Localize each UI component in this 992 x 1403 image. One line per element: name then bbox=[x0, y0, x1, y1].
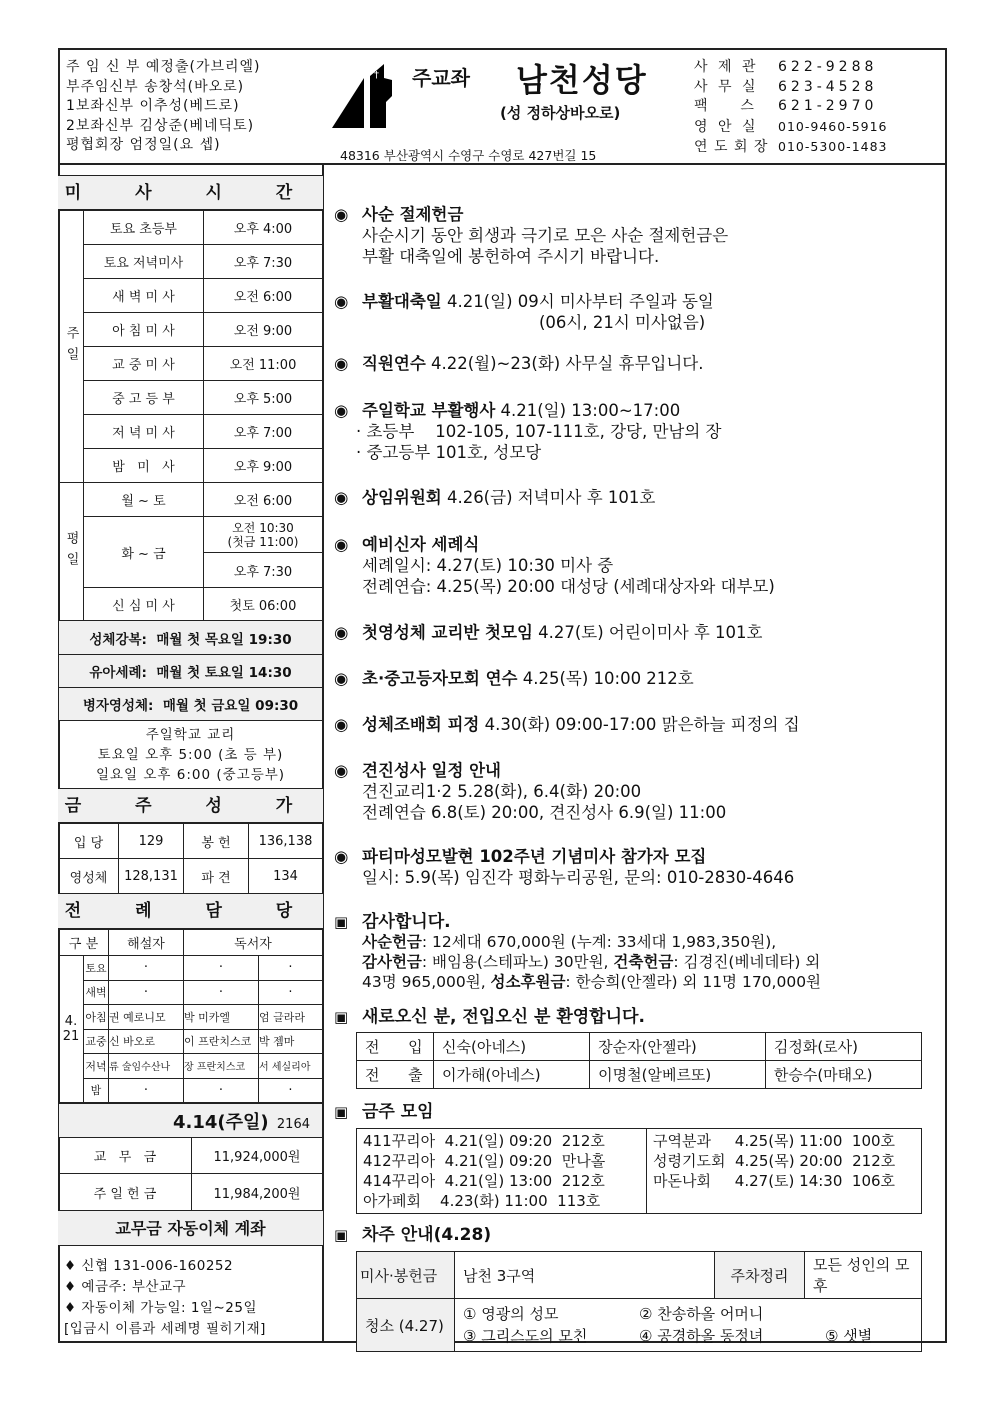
reader: 장 프란치스코 bbox=[184, 1054, 259, 1079]
meeting: 구역분과 4.25(목) 11:00 100호 bbox=[653, 1132, 896, 1150]
person: 김정화(로사) bbox=[765, 1033, 921, 1061]
reader: · bbox=[184, 980, 259, 1005]
notice bbox=[334, 714, 800, 735]
slot: 저녁 bbox=[84, 1054, 109, 1079]
liturgy-table bbox=[58, 929, 323, 1103]
radio-bullet-icon: ◉ bbox=[334, 292, 349, 311]
sunday-school-time: 일요일 오후 6:00 (중고등부) bbox=[95, 766, 286, 783]
liturgy-title: 전 례 담 당 bbox=[58, 894, 323, 929]
next-week-table bbox=[356, 1251, 922, 1352]
contact-list bbox=[694, 58, 888, 158]
contact-phone: 623-4528 bbox=[778, 78, 878, 95]
mass-time: 오후 4:00 bbox=[204, 211, 323, 245]
next-value: 남천 3구역 bbox=[455, 1252, 715, 1299]
clergy-role: 부주임신부 bbox=[66, 78, 139, 95]
notice-title: 사순 절제헌금 bbox=[362, 205, 464, 224]
cleaning-group: ② 찬송하올 어머니 bbox=[639, 1305, 764, 1323]
finance-table bbox=[58, 1103, 323, 1211]
special-mass: 병자영성체: 매월 첫 금요일 09:30 bbox=[59, 688, 323, 721]
square-bullet-icon: ▣ bbox=[334, 913, 349, 931]
weekday-label: 평일 bbox=[59, 483, 84, 621]
notice-text: 4.30(화) 09:00-17:00 맑은하늘 피정의 집 bbox=[479, 715, 800, 734]
contact-phone: 010-5300-1483 bbox=[778, 139, 888, 154]
mass-time: 오전 9:00 bbox=[204, 313, 323, 347]
radio-bullet-icon: ◉ bbox=[334, 354, 349, 373]
transfer-holder: 예금주: 부산교구 bbox=[81, 1279, 187, 1295]
thanks-text: : 김경진(베네데타) 외 bbox=[673, 953, 821, 971]
notice-line: 전례연습 6.8(토) 20:00, 견진성사 6.9(일) 11:00 bbox=[362, 803, 727, 822]
cleaning-group: ④ 공경하올 동정녀 bbox=[639, 1327, 764, 1345]
thanks-label: 사순헌금 bbox=[362, 933, 422, 951]
notice-text: 4.25(목) 10:00 212호 bbox=[517, 669, 694, 688]
section-title: 금주 모임 bbox=[362, 1102, 434, 1122]
section-title: 감사합니다. bbox=[362, 912, 451, 932]
clergy-name: 이추성(베드로) bbox=[139, 98, 240, 114]
reader: 박 미카엘 bbox=[184, 1005, 259, 1030]
notice-line: · 초등부 102-105, 107-111호, 강당, 만남의 장 bbox=[356, 422, 722, 441]
mass-name: 교 중 미 사 bbox=[84, 347, 204, 381]
svg-text:†: † bbox=[374, 70, 379, 81]
clergy-name: 김상준(베네딕토) bbox=[139, 117, 255, 134]
notice-title: 첫영성체 교리반 첫모임 bbox=[362, 623, 533, 642]
section-title: 새로오신 분, 전입오신 분 환영합니다. bbox=[362, 1007, 645, 1027]
reader: 서 세실리아 bbox=[259, 1054, 323, 1079]
notice-text: 4.21(일) 13:00~17:00 bbox=[495, 401, 681, 420]
thanks-section bbox=[334, 912, 821, 992]
radio-bullet-icon: ◉ bbox=[334, 623, 349, 642]
reader: · bbox=[184, 956, 259, 981]
finance-count: 2164 bbox=[276, 1116, 310, 1132]
radio-bullet-icon: ◉ bbox=[334, 715, 349, 734]
radio-bullet-icon: ◉ bbox=[334, 205, 349, 224]
commentator: · bbox=[109, 1078, 184, 1103]
notice bbox=[334, 846, 794, 888]
radio-bullet-icon: ◉ bbox=[334, 488, 349, 507]
person: 장순자(안젤라) bbox=[590, 1033, 766, 1061]
notice bbox=[334, 400, 721, 463]
mass-time: 오후 7:30 bbox=[204, 553, 323, 588]
mass-name: 아 침 미 사 bbox=[84, 313, 204, 347]
meeting: 414꾸리아 4.21(일) 13:00 212호 bbox=[363, 1172, 605, 1190]
thanks-label: 건축헌금 bbox=[613, 953, 674, 971]
meeting: 마돈나회 4.27(토) 14:30 106호 bbox=[653, 1172, 896, 1190]
meeting: 411꾸리아 4.21(일) 09:20 212호 bbox=[363, 1132, 605, 1150]
thanks-text: : 배임용(스테파노) 30만원, bbox=[421, 953, 614, 971]
slot: 새벽 bbox=[84, 980, 109, 1005]
sunday-label: 주일 bbox=[59, 211, 84, 483]
notice-line: 일시: 5.9(목) 임진각 평화누리공원, 문의: 010-2830-4646 bbox=[362, 868, 795, 887]
transfer-account: 신협 131-006-160252 bbox=[81, 1258, 234, 1274]
thanks-text: : 12세대 670,000원 (누계: 33세대 1,983,350원), bbox=[421, 933, 777, 951]
contact-label: 연 도 회 장 bbox=[694, 139, 769, 155]
thanks-text: : 한승희(안젤라) 외 11명 170,000원 bbox=[565, 973, 822, 991]
clergy-name: 엄정일(요 셉) bbox=[129, 137, 221, 153]
slot: 아침 bbox=[84, 1005, 109, 1030]
clergy-role: 평협회장 bbox=[66, 137, 125, 153]
col-header: 독서자 bbox=[184, 930, 323, 956]
notice-line: · 중고등부 101호, 성모당 bbox=[356, 443, 542, 462]
meeting: 412꾸리아 4.21(일) 09:20 만나홀 bbox=[363, 1152, 606, 1170]
church-prefix: 주교좌 bbox=[412, 66, 470, 90]
reader: · bbox=[184, 1078, 259, 1103]
notice-text: 4.27(토) 어린이미사 후 101호 bbox=[532, 623, 763, 642]
radio-bullet-icon: ◉ bbox=[334, 847, 349, 866]
notice bbox=[334, 353, 703, 374]
radio-bullet-icon: ◉ bbox=[334, 401, 349, 420]
mass-name: 저 녁 미 사 bbox=[84, 415, 204, 449]
notice-line: (06시, 21시 미사없음) bbox=[539, 313, 706, 332]
notice-line: 세례일시: 4.27(토) 10:30 미사 중 bbox=[362, 556, 614, 575]
commentator: · bbox=[109, 980, 184, 1005]
hymn-number: 128,131 bbox=[119, 859, 184, 894]
person: 한승수(마태오) bbox=[765, 1061, 921, 1089]
slot: 토요 bbox=[84, 956, 109, 981]
church-logo-icon bbox=[330, 62, 410, 130]
church-patron: (성 정하상바오로) bbox=[500, 104, 621, 122]
welcome-table bbox=[356, 1032, 922, 1089]
special-mass: 유아세례: 매월 첫 토요일 14:30 bbox=[59, 655, 323, 688]
left-column bbox=[58, 175, 323, 1350]
transfer-dates: 자동이체 가능일: 1일∼25일 bbox=[81, 1300, 257, 1316]
clergy-role: 2보좌신부 bbox=[66, 117, 135, 134]
notice bbox=[334, 291, 714, 333]
mass-name: 새 벽 미 사 bbox=[84, 279, 204, 313]
finance-label: 주 일 헌 금 bbox=[59, 1174, 192, 1211]
slot: 교중 bbox=[84, 1029, 109, 1054]
commentator: · bbox=[109, 956, 184, 981]
col-header: 해설자 bbox=[109, 930, 184, 956]
mass-name: 화 ~ 금 bbox=[84, 517, 204, 588]
welcome-label: 전 출 bbox=[357, 1061, 434, 1089]
square-bullet-icon: ▣ bbox=[334, 1226, 349, 1244]
section-title: 차주 안내(4.28) bbox=[362, 1225, 492, 1245]
square-bullet-icon: ▣ bbox=[334, 1008, 349, 1026]
hymns-table bbox=[58, 823, 323, 894]
mass-time: 오후 5:00 bbox=[204, 381, 323, 415]
radio-bullet-icon: ◉ bbox=[334, 669, 349, 688]
clergy-role: 주 임 신 부 bbox=[66, 59, 141, 75]
contact-phone: 010-9460-5916 bbox=[778, 118, 888, 134]
transfer-note: [입금시 이름과 세례명 필히기재] bbox=[64, 1321, 266, 1337]
meetings-title bbox=[334, 1102, 434, 1123]
mass-time: 오후 9:00 bbox=[204, 449, 323, 483]
notice-title: 성체조배회 피정 bbox=[362, 715, 480, 734]
hymn-label: 입 당 bbox=[59, 824, 119, 859]
commentator: 류 술임수산나 bbox=[109, 1054, 184, 1079]
meeting: 성령기도회 4.25(목) 20:00 212호 bbox=[653, 1152, 896, 1170]
hymn-number: 129 bbox=[119, 824, 184, 859]
notice-title: 주일학교 부활행사 bbox=[362, 401, 496, 420]
contact-label: 사 무 실 bbox=[694, 78, 759, 95]
notice-line: 견진교리1·2 5.28(화), 6.4(화) 20:00 bbox=[362, 782, 642, 801]
reader: 엄 글라라 bbox=[259, 1005, 323, 1030]
person: 신숙(아네스) bbox=[434, 1033, 590, 1061]
notice bbox=[334, 534, 775, 597]
mass-time: 오후 7:30 bbox=[204, 245, 323, 279]
welcome-title bbox=[334, 1007, 645, 1028]
welcome-label: 전 입 bbox=[357, 1033, 434, 1061]
hymn-label: 봉 헌 bbox=[184, 824, 249, 859]
reader: 박 젬마 bbox=[259, 1029, 323, 1054]
clergy-role: 1보좌신부 bbox=[66, 98, 135, 114]
finance-label: 교 무 금 bbox=[59, 1138, 192, 1174]
mass-time: 오전 6:00 bbox=[204, 483, 323, 517]
sunday-school-time: 토요일 오후 5:00 (초 등 부) bbox=[97, 746, 284, 763]
contact-label: 사 제 관 bbox=[694, 59, 759, 75]
reader: · bbox=[259, 956, 323, 981]
notice-text: 4.22(월)~23(화) 사무실 휴무입니다. bbox=[425, 354, 704, 373]
mass-name: 중 고 등 부 bbox=[84, 381, 204, 415]
mass-name: 토요 초등부 bbox=[84, 211, 204, 245]
notice-title: 상임위원회 bbox=[362, 488, 442, 507]
clergy-list bbox=[66, 58, 261, 156]
mass-time: 오전 6:00 bbox=[204, 279, 323, 313]
hymn-number: 136,138 bbox=[249, 824, 323, 859]
contact-label: 팩 스 bbox=[694, 98, 757, 114]
hymn-label: 영성체 bbox=[59, 859, 119, 894]
notice-title: 견진성사 일정 안내 bbox=[362, 761, 502, 780]
meetings-table bbox=[356, 1128, 922, 1214]
mass-time: 오전 11:00 bbox=[204, 347, 323, 381]
contact-phone: 621-2970 bbox=[778, 98, 878, 114]
mass-time: 첫토 06:00 bbox=[204, 588, 323, 621]
church-address: 48316 부산광역시 수영구 수영로 427번길 15 bbox=[340, 148, 597, 163]
radio-bullet-icon: ◉ bbox=[334, 761, 349, 780]
thanks-label: 성소후원금 bbox=[490, 973, 566, 991]
radio-bullet-icon: ◉ bbox=[334, 535, 349, 554]
reader: 이 프란치스코 bbox=[184, 1029, 259, 1054]
transfer-info: ♦ 신협 131-006-160252 ♦ 예금주: 부산교구 ♦ 자동이체 가능일: 1일∼25일 [입금시 이름과 세례명 필히기재] bbox=[58, 1246, 323, 1350]
liturgy-date: 4. 21 bbox=[59, 956, 84, 1103]
mass-times-title: 미 사 시 간 bbox=[58, 175, 323, 210]
person: 이가해(아네스) bbox=[434, 1061, 590, 1089]
cleaning-group: ① 영광의 성모 bbox=[463, 1305, 559, 1323]
clergy-name: 송창석(바오로) bbox=[144, 78, 245, 95]
next-week-title bbox=[334, 1225, 491, 1246]
commentator: 권 예로니모 bbox=[109, 1005, 184, 1030]
mass-time: 오전 10:30 bbox=[232, 520, 294, 535]
next-label: 미사·봉헌금 bbox=[357, 1252, 455, 1299]
notice-title: 부활대축일 bbox=[362, 292, 442, 311]
cleaning-group: ③ 그리스도의 모친 bbox=[463, 1327, 588, 1345]
mass-name: 신 심 미 사 bbox=[84, 588, 204, 621]
thanks-label: 감사헌금 bbox=[362, 953, 422, 971]
hymn-label: 파 견 bbox=[184, 859, 249, 894]
sunday-school-title: 주일학교 교리 bbox=[145, 726, 236, 743]
contact-label: 영 안 실 bbox=[694, 118, 759, 135]
finance-value: 11,984,200원 bbox=[192, 1174, 323, 1211]
transfer-title: 교무금 자동이체 계좌 bbox=[58, 1211, 323, 1246]
notice-title: 직원연수 bbox=[362, 354, 426, 373]
mass-name: 월 ~ 토 bbox=[84, 483, 204, 517]
notice bbox=[334, 204, 728, 267]
next-label: 주차정리 bbox=[715, 1252, 805, 1299]
slot: 밤 bbox=[84, 1078, 109, 1103]
col-header: 구 분 bbox=[59, 930, 109, 956]
cleaning-group: ⑤ 샛별 bbox=[825, 1327, 873, 1345]
notice-title: 초·중고등자모회 연수 bbox=[362, 669, 518, 688]
notice bbox=[334, 622, 763, 643]
next-value: 모든 성인의 모후 bbox=[805, 1252, 922, 1299]
clergy-name: 예정출(가브리엘) bbox=[145, 59, 261, 75]
mass-name: 토요 저녁미사 bbox=[84, 245, 204, 279]
hymn-number: 134 bbox=[249, 859, 323, 894]
notice-line: 사순시기 동안 희생과 극기로 모은 사순 절제헌금은 bbox=[362, 226, 729, 245]
notice-line: 전례연습: 4.25(목) 20:00 대성당 (세례대상자와 대부모) bbox=[362, 577, 775, 596]
mass-name: 밤 미 사 bbox=[84, 449, 204, 483]
notice bbox=[334, 668, 694, 689]
reader: · bbox=[259, 980, 323, 1005]
notice-text: 4.26(금) 저녁미사 후 101호 bbox=[441, 488, 656, 507]
special-mass: 성체강복: 매월 첫 목요일 19:30 bbox=[59, 621, 323, 655]
notice-text: 4.21(일) 09시 미사부터 주일과 동일 bbox=[441, 292, 714, 311]
notice-line: 부활 대축일에 봉헌하여 주시기 바랍니다. bbox=[362, 247, 660, 266]
mass-time: 오후 7:00 bbox=[204, 415, 323, 449]
meeting: 아가페회 4.23(화) 11:00 113호 bbox=[363, 1192, 601, 1210]
finance-value: 11,924,000원 bbox=[192, 1138, 323, 1174]
notice-title: 예비신자 세례식 bbox=[362, 535, 480, 554]
square-bullet-icon: ▣ bbox=[334, 1103, 349, 1121]
notice-title: 파티마성모발현 102주년 기념미사 참가자 모집 bbox=[362, 847, 707, 866]
notice bbox=[334, 487, 655, 508]
person: 이명철(알베르또) bbox=[590, 1061, 766, 1089]
notice bbox=[334, 760, 726, 823]
contact-phone: 622-9288 bbox=[778, 59, 878, 75]
mass-time-note: (첫금 11:00) bbox=[227, 534, 299, 549]
thanks-text: 43명 965,000원, bbox=[362, 973, 491, 991]
mass-times-table bbox=[58, 210, 323, 789]
finance-date: 4.14(주일) bbox=[173, 1111, 269, 1133]
next-label: 청소 (4.27) bbox=[357, 1299, 455, 1352]
commentator: 신 바오로 bbox=[109, 1029, 184, 1054]
hymns-title: 금 주 성 가 bbox=[58, 789, 323, 823]
reader: · bbox=[259, 1078, 323, 1103]
church-name: 남천성당 bbox=[516, 61, 648, 99]
